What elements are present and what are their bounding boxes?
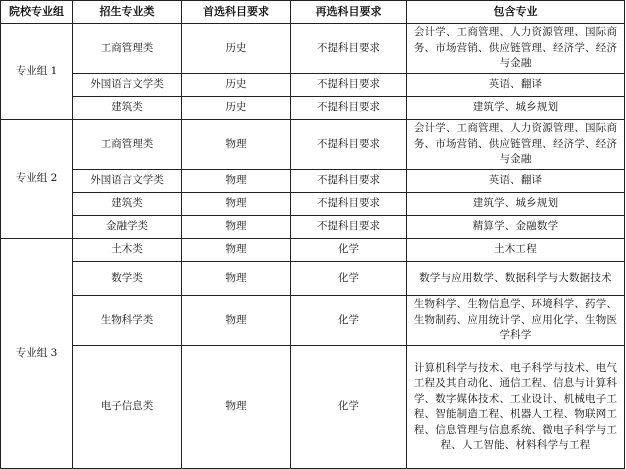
second-subject-cell: 不提科目要求 [291, 74, 407, 97]
header-row [1, 1, 625, 24]
header-majors: 包含专业 [407, 1, 625, 24]
table-row [1, 193, 625, 216]
majors-cell: 英语、翻译 [407, 74, 625, 97]
table-row [1, 74, 625, 97]
second-subject-cell: 不提科目要求 [291, 170, 407, 193]
first-subject-cell: 物理 [182, 239, 291, 262]
group-cell: 专业组 3 [1, 239, 73, 469]
header-second-subject: 再选科目要求 [291, 1, 407, 24]
table-row [1, 24, 625, 74]
category-cell: 数学类 [73, 262, 182, 296]
category-cell: 土木类 [73, 239, 182, 262]
second-subject-cell: 不提科目要求 [291, 216, 407, 239]
first-subject-cell: 历史 [182, 74, 291, 97]
first-subject-cell: 历史 [182, 24, 291, 74]
first-subject-cell: 物理 [182, 296, 291, 346]
second-subject-cell: 不提科目要求 [291, 97, 407, 120]
table-row [1, 170, 625, 193]
second-subject-cell: 化学 [291, 239, 407, 262]
category-cell: 工商管理类 [73, 120, 182, 170]
header-category: 招生专业类 [73, 1, 182, 24]
header-group: 院校专业组 [1, 1, 73, 24]
table-row [1, 296, 625, 346]
category-cell: 生物科学类 [73, 296, 182, 346]
category-cell: 工商管理类 [73, 24, 182, 74]
second-subject-cell: 不提科目要求 [291, 193, 407, 216]
majors-cell: 计算机科学与技术、电子科学与技术、电气工程及其自动化、通信工程、信息与计算科学、数字媒体技术、工业设计、机械电子工程、智能制造工程、机器人工程、物联网工程、信息管理与信息系统、微电子科学与工程、人工智能、材料科学与工程 [407, 346, 625, 469]
first-subject-cell: 物理 [182, 193, 291, 216]
first-subject-cell: 物理 [182, 346, 291, 469]
group-cell: 专业组 1 [1, 24, 73, 120]
second-subject-cell: 不提科目要求 [291, 24, 407, 74]
category-cell: 电子信息类 [73, 346, 182, 469]
majors-cell: 精算学、金融数学 [407, 216, 625, 239]
table-row [1, 346, 625, 469]
first-subject-cell: 物理 [182, 120, 291, 170]
header-first-subject: 首选科目要求 [182, 1, 291, 24]
majors-cell: 会计学、工商管理、人力资源管理、国际商务、市场营销、供应链管理、经济学、经济与金融 [407, 120, 625, 170]
first-subject-cell: 物理 [182, 170, 291, 193]
table-row [1, 216, 625, 239]
first-subject-cell: 物理 [182, 262, 291, 296]
table-row [1, 97, 625, 120]
majors-cell: 建筑学、城乡规划 [407, 97, 625, 120]
category-cell: 金融学类 [73, 216, 182, 239]
first-subject-cell: 物理 [182, 216, 291, 239]
majors-cell: 生物科学、生物信息学、环境科学、药学、生物制药、应用统计学、应用化学、生物医学科学 [407, 296, 625, 346]
group-cell: 专业组 2 [1, 120, 73, 239]
category-cell: 外国语言文学类 [73, 170, 182, 193]
category-cell: 建筑类 [73, 193, 182, 216]
second-subject-cell: 不提科目要求 [291, 120, 407, 170]
majors-cell: 土木工程 [407, 239, 625, 262]
second-subject-cell: 化学 [291, 262, 407, 296]
majors-cell: 建筑学、城乡规划 [407, 193, 625, 216]
table-row [1, 120, 625, 170]
category-cell: 建筑类 [73, 97, 182, 120]
first-subject-cell: 历史 [182, 97, 291, 120]
second-subject-cell: 化学 [291, 296, 407, 346]
table-row [1, 262, 625, 296]
majors-cell: 数学与应用数学、数据科学与大数据技术 [407, 262, 625, 296]
majors-cell: 会计学、工商管理、人力资源管理、国际商务、市场营销、供应链管理、经济学、经济与金融 [407, 24, 625, 74]
table-row [1, 239, 625, 262]
category-cell: 外国语言文学类 [73, 74, 182, 97]
majors-cell: 英语、翻译 [407, 170, 625, 193]
second-subject-cell: 化学 [291, 346, 407, 469]
